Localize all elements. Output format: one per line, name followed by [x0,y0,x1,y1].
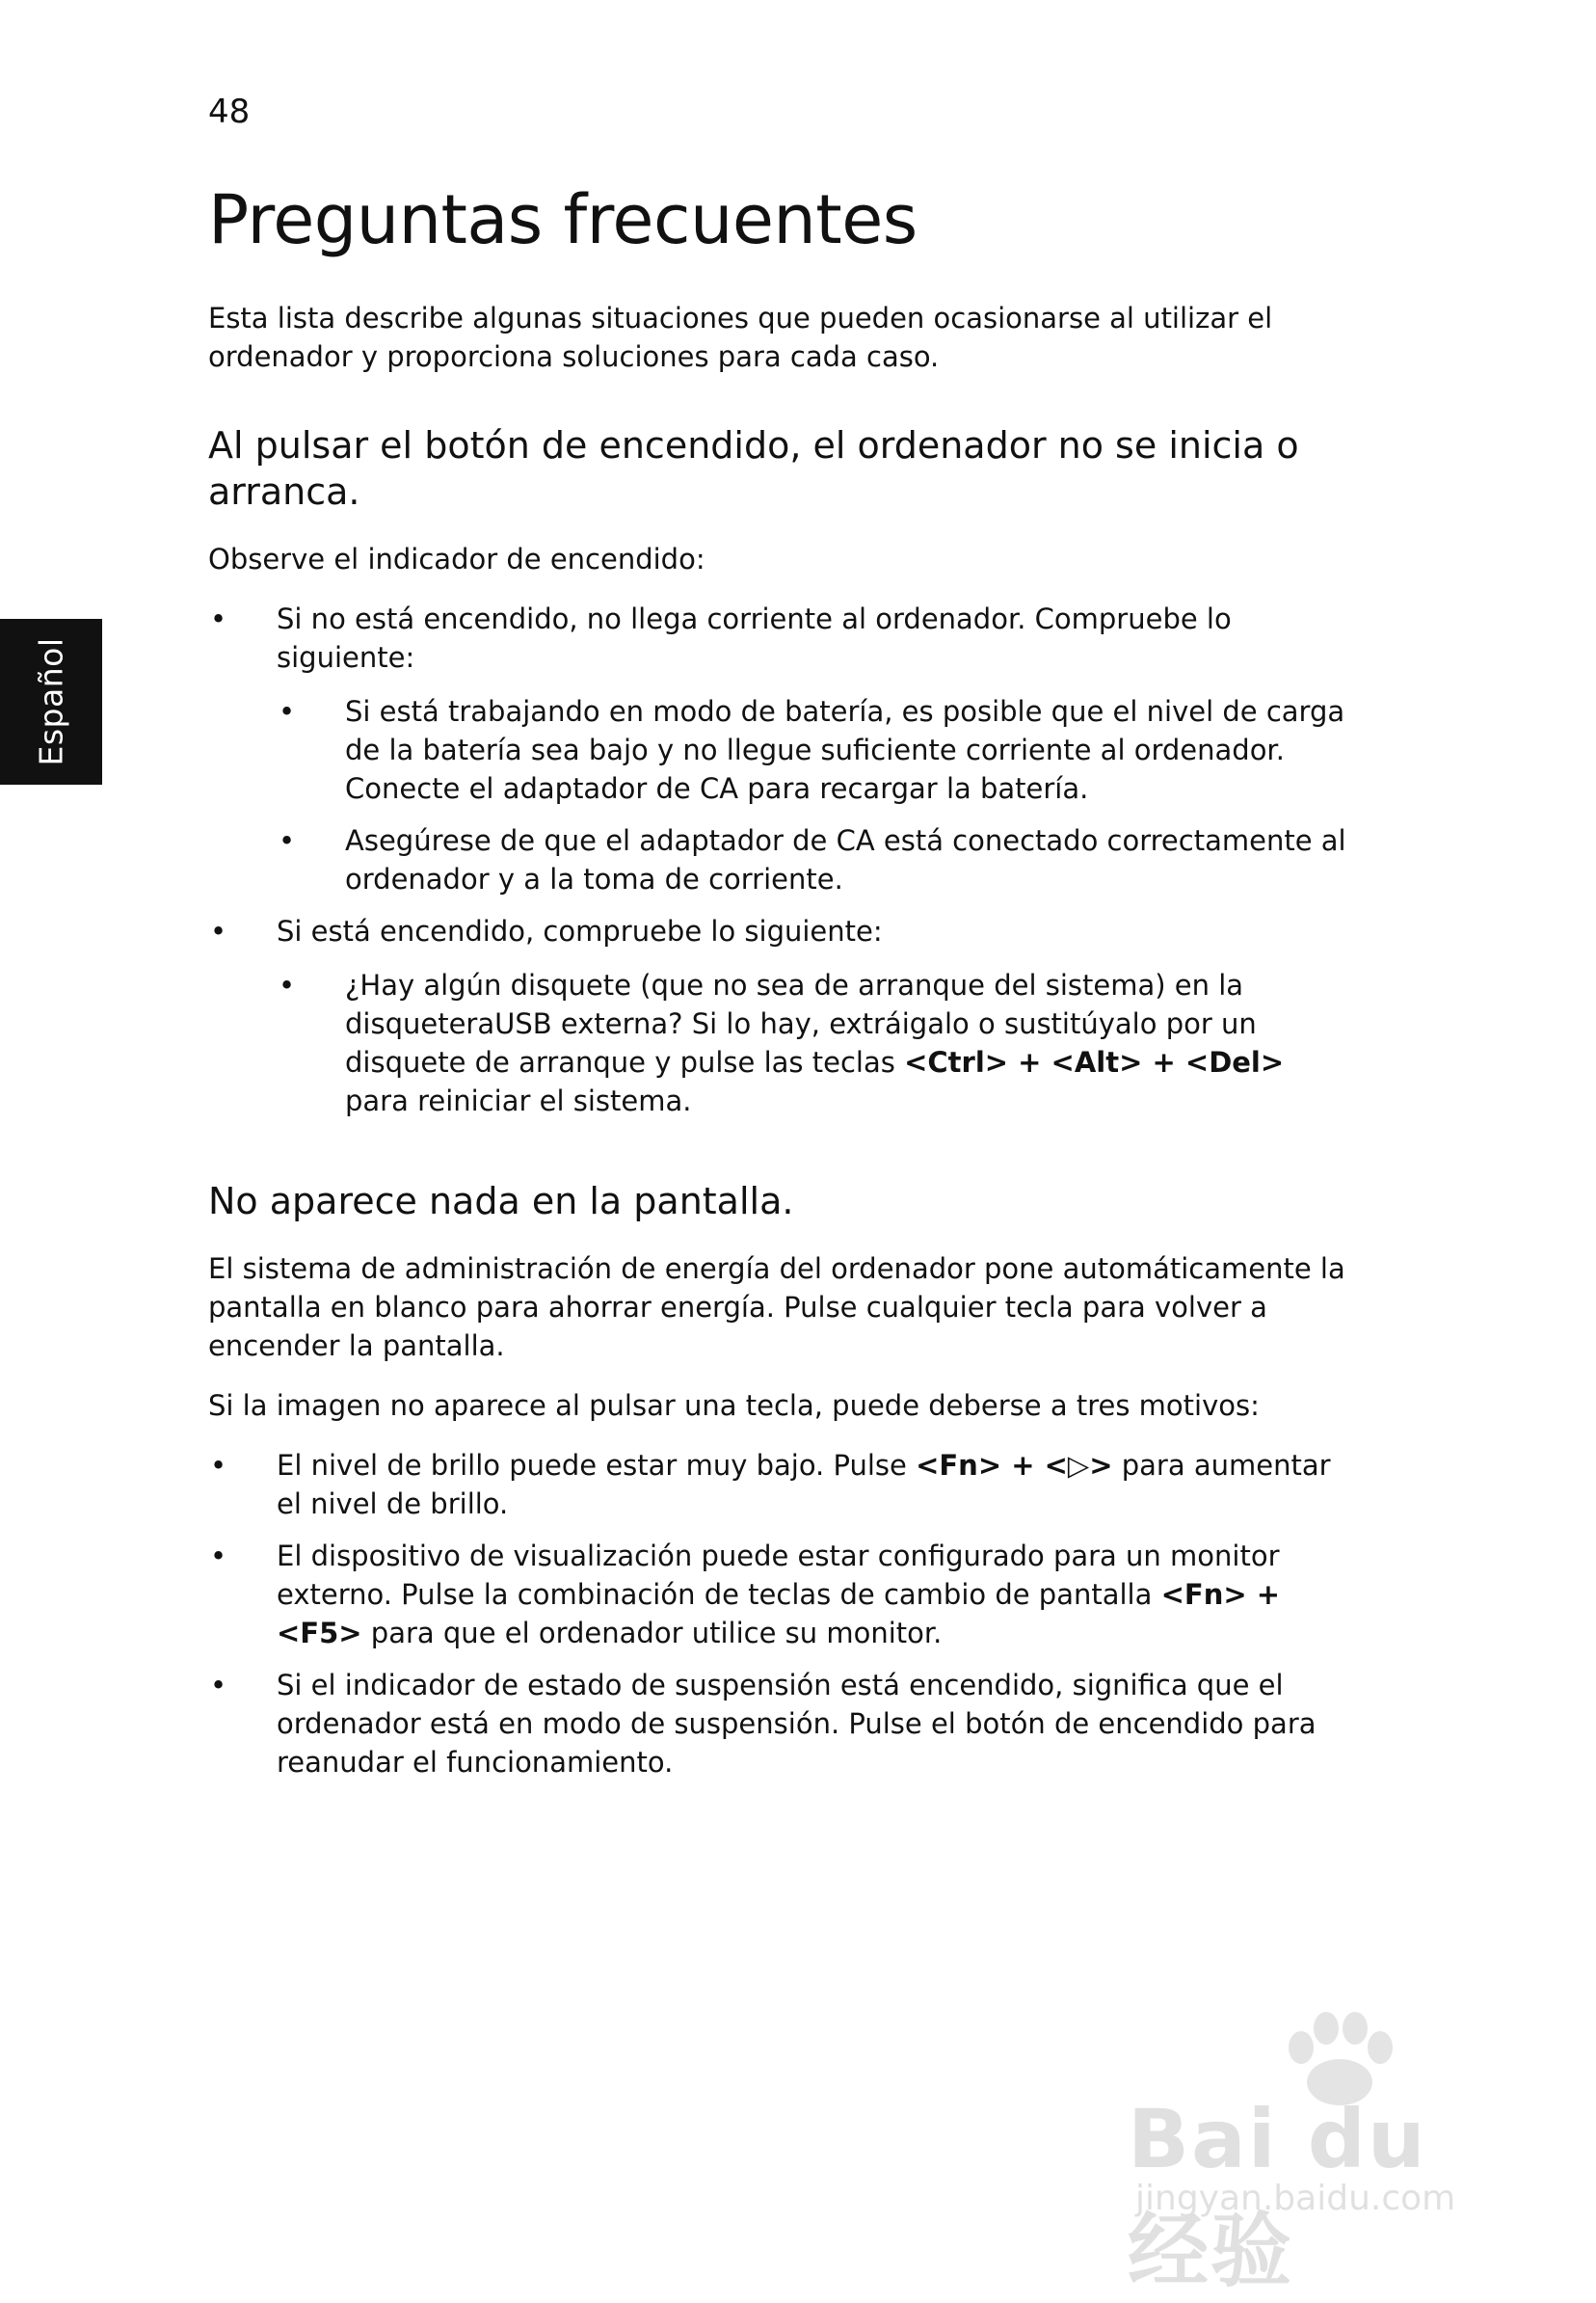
list-item-text: El dispositivo de visualización puede estar configurado para un monitor externo. Pulse la combinación de teclas de cambio de pantalla [277,1540,1280,1611]
section-title-display: No aparece nada en la pantalla. [208,1180,794,1222]
list-item-text: Si no está encendido, no llega corriente al ordenador. Compruebe lo siguiente: [277,603,1232,674]
bullet-icon: • [279,695,296,728]
bullet-icon: • [210,1540,227,1572]
baidu-watermark [1118,2005,1523,2298]
sub-list-item-text: para reiniciar el sistema. [345,1085,692,1117]
language-side-tab [0,619,102,785]
key-combo-display-switch: <Fn> + <F5> [277,1578,1281,1649]
sub-list-item-text: Asegúrese de que el adaptador de CA está conectado correctamente al ordenador y a la toma de corriente. [345,824,1346,896]
watermark-logo-text: Bai du 经验 [1128,2092,1427,2298]
sub-list-item [277,692,1355,808]
bullet-icon: • [210,1449,227,1482]
bullet-icon: • [279,969,296,1002]
section-paragraph-power-management: El sistema de administración de energía del ordenador pone automáticamente la pantalla en blanco para ahorrar energía. Pulse cualquier tecla para volver a encender la pantalla. [208,1252,1345,1362]
list-item-text: El nivel de brillo puede estar muy bajo. Pulse [277,1449,917,1482]
page-number: 48 [208,93,251,131]
bullet-icon: • [210,1669,227,1701]
bullet-icon: • [210,915,227,948]
list-item-text: para aumentar el nivel de brillo. [277,1449,1331,1520]
intro-paragraph: Esta lista describe algunas situaciones que pueden ocasionarse al utilizar el ordenador y proporciona soluciones para cada caso. [208,302,1273,373]
display-list [208,1446,1355,1781]
sub-list-item [277,821,1355,898]
list-item-text: para que el ordenador utilice su monitor. [361,1617,943,1649]
key-combo-brightness: <Fn> + <▷> [916,1449,1113,1482]
sub-list [277,966,1355,1120]
list-item [208,1537,1355,1652]
sub-list-item-text: ¿Hay algún disquete (que no sea de arranque del sistema) en la disqueteraUSB externa? Si lo hay, extráigalo o sustitúyalo por un disquete de arranque y pulse las teclas [345,969,1257,1079]
list-item [208,912,1355,1120]
key-combo-ctrl-alt-del: <Ctrl> + <Alt> + <Del> [904,1046,1285,1079]
list-item [208,1666,1355,1781]
section-lead-power: Observe el indicador de encendido: [208,543,705,576]
page-title: Preguntas frecuentes [208,180,918,259]
list-item-text: Si el indicador de estado de suspensión está encendido, significa que el ordenador está en modo de suspensión. Pulse el botón de encendido para reanudar el funcionamiento. [277,1669,1317,1779]
section-paragraph-reasons: Si la imagen no aparece al pulsar una tecla, puede deberse a tres motivos: [208,1389,1260,1422]
watermark-url: jingyan.baidu.com [1135,2179,1456,2218]
list-item [208,600,1355,898]
section-title-power: Al pulsar el botón de encendido, el ordenador no se inicia o arranca. [208,424,1299,513]
bullet-icon: • [279,824,296,857]
side-tab-label: Español [32,637,70,766]
list-item [208,1446,1355,1523]
page-content [208,177,1355,1795]
power-list [208,600,1355,1120]
bullet-icon: • [210,603,227,635]
list-item-text: Si está encendido, compruebe lo siguiente: [277,915,883,948]
sub-list [277,692,1355,898]
sub-list-item-text: Si está trabajando en modo de batería, es posible que el nivel de carga de la batería sea bajo y no llegue suficiente corriente al ordenador. Conecte el adaptador de CA para recargar la batería. [345,695,1345,805]
sub-list-item [277,966,1355,1120]
